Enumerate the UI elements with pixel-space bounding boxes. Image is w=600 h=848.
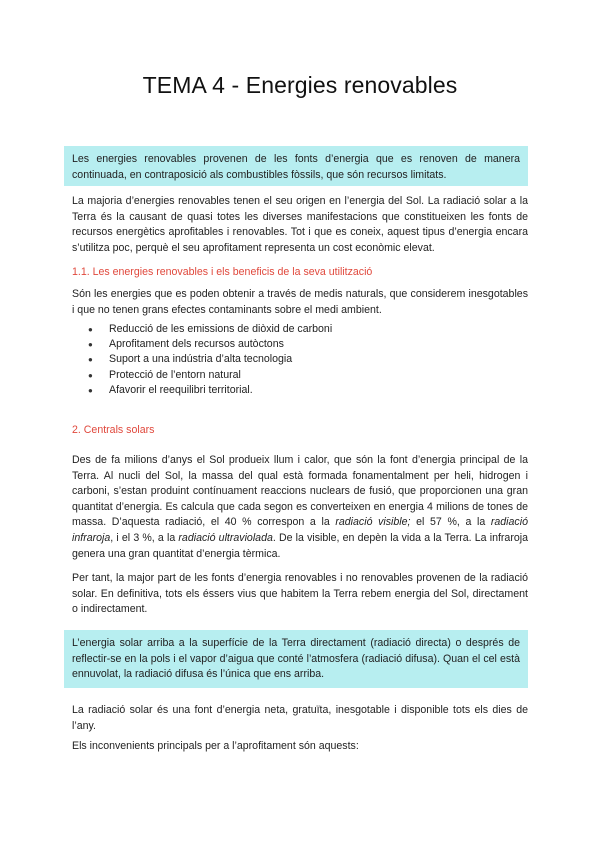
- list-item: ● Suport a una indústria d’alta tecnologia: [72, 352, 332, 367]
- list-item: ● Reducció de les emissions de diòxid de carboni: [72, 322, 332, 337]
- radiation-text: L’energia solar arriba a la superfície de la Terra directament (radiació directa) o després de reflectir-se en la pols i el vapor d’aigua que conté l’atmosfera (radiació difusa). Quan el cel està ennuvolat, la radiació difusa és l’única que ens arriba.: [72, 637, 520, 681]
- page-title: TEMA 4 - Energies renovables: [142, 72, 458, 98]
- intro-highlight-box: [64, 146, 528, 186]
- paragraph-clean-energy: La radiació solar és una font d’energia neta, gratuïta, inesgotable i disponible tots els dies de l’any.: [72, 704, 528, 732]
- intro-text: Les energies renovables provenen de les fonts d’energia que es renoven de manera continuada, en contraposició als combustibles fòssils, que són recursos limitats.: [72, 153, 520, 181]
- list-item: ● Afavorir el reequilibri territorial.: [72, 383, 332, 398]
- paragraph-origin-sol: La majoria d’energies renovables tenen el seu origen en l’energia del Sol. La radiació solar a la Terra és la causant de quasi totes les diverses manifestacions que constitueixen les fonts de recursos energètics aprofitables i renovables. Tot i que es coneix, aquest tipus d’energia encara s’utilitza poc, perquè el seu aprofitament representa un cost econòmic elevat.: [72, 195, 528, 254]
- emphasis-ultraviolet: radiació ultraviolada: [178, 531, 273, 544]
- paragraph-sun-energy: Des de fa milions d’anys el Sol produeix llum i calor, que són la font d’energia principal de la Terra. Al nucli del Sol, la massa del qual està formada fonamentalment per heli, hidrogen i carboni, s’estan produint contínuament reaccions nuclears de fusió, que proporcionen una gran quantitat d’energia. Es calcula que cada segon es converteixen en energia 4 milions de tones de massa. D’aquesta radiació, el 40 % correspon a la radiació visible; el 57 %, a la radiació infraroja, i el 3 %, a la radiació ultraviolada. De la visible, en depèn la vida a la Terra. La infraroja genera una gran quantitat d’energia tèrmica.: [72, 454, 528, 560]
- benefits-list: [72, 322, 332, 398]
- radiation-highlight-box: [64, 630, 528, 688]
- emphasis-infrared: radiació infraroja: [72, 516, 528, 544]
- paragraph-definition: Són les energies que es poden obtenir a través de medis naturals, que considerem inesgotables i que no tenen grans efectes contaminants sobre el medi ambient.: [72, 288, 528, 316]
- section-heading-1-1: 1.1. Les energies renovables i els beneficis de la seva utilització: [72, 266, 373, 278]
- list-item: ● Aprofitament dels recursos autòctons: [72, 337, 332, 352]
- paragraph-solar-sources: Per tant, la major part de les fonts d’energia renovables i no renovables provenen de la radiació solar. En definitiva, tots els éssers vius que habitem la Terra rebem energia del Sol, directament o indirectament.: [72, 572, 528, 616]
- list-item: ● Protecció de l’entorn natural: [72, 368, 332, 383]
- paragraph-drawbacks-intro: Els inconvenients principals per a l’aprofitament són aquests:: [72, 740, 359, 752]
- section-heading-2: 2. Centrals solars: [72, 424, 155, 436]
- emphasis-visible: radiació visible;: [335, 516, 411, 529]
